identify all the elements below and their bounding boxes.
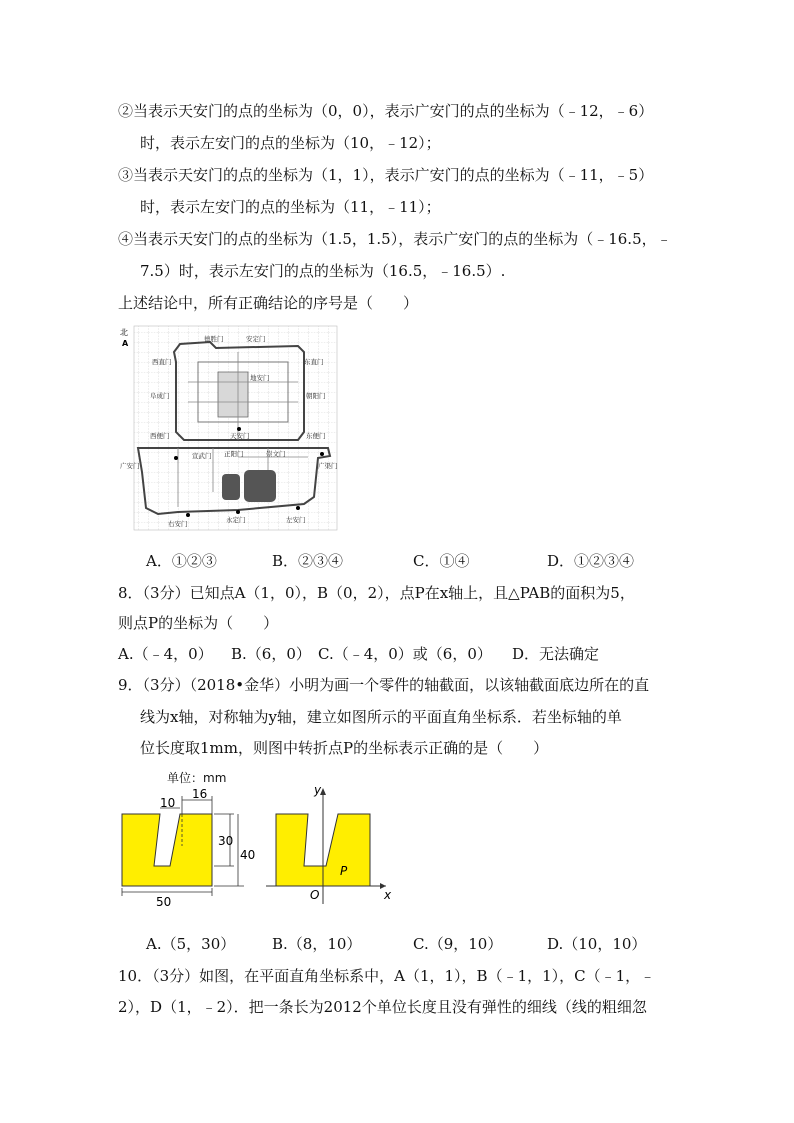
- question-9-line2: 线为x轴，对称轴为y轴，建立如图所示的平面直角坐标系．若坐标轴的单: [140, 708, 622, 726]
- dim-40: 40: [240, 848, 256, 862]
- north-label: 北: [120, 328, 128, 337]
- statement-4-line2: 7.5）时，表示左安门的点的坐标为（16.5，﹣16.5）.: [140, 262, 506, 280]
- beijing-map-figure: [118, 322, 340, 532]
- dim-30: 30: [218, 834, 234, 848]
- question-8-line1: 8．（3分）已知点A（1，0），B（0，2），点P在x轴上，且△PAB的面积为5，: [118, 584, 635, 602]
- origin-label: O: [310, 888, 320, 902]
- point-p-label: P: [340, 864, 348, 878]
- map-label-xizhimen: 西直门: [152, 358, 172, 366]
- map-label-chongwenmen: 崇文门: [266, 450, 286, 458]
- q9-option-c: C.（9，10）: [413, 935, 503, 953]
- statement-3-line2: 时，表示左安门的点的坐标为（11，﹣11）；: [140, 198, 441, 216]
- map-label-youanmen: 右安门: [168, 520, 188, 528]
- map-label-andingmen: 安定门: [246, 335, 266, 343]
- q7-option-b: B．②③④: [272, 552, 344, 570]
- q8-option-b: B.（6，0）: [231, 645, 311, 663]
- question-10-line1: 10．（3分）如图，在平面直角坐标系中，A（1，1），B（﹣1，1），C（﹣1，﹣: [118, 967, 656, 985]
- map-label-guanganmen: 广安门: [120, 462, 140, 470]
- question-9-line3: 位长度取1mm，则图中转折点P的坐标表示正确的是（ ）: [140, 739, 549, 757]
- statement-4-line1: ④当表示天安门的点的坐标为（1.5，1.5），表示广安门的点的坐标为（﹣16.5，﹣: [118, 230, 672, 248]
- map-label-zuoanmen: 左安门: [286, 516, 306, 524]
- map-label-chaoyangmen: 朝阳门: [306, 392, 326, 400]
- part-drawing-dimensions: [112, 786, 262, 910]
- question-7-prompt: 上述结论中，所有正确结论的序号是（ ）: [118, 294, 419, 312]
- q7-option-d: D．①②③④: [547, 552, 635, 570]
- question-10-line2: 2），D（1，﹣2）．把一条长为2012个单位长度且没有弹性的细线（线的粗细忽: [118, 998, 647, 1016]
- q9-option-b: B.（8，10）: [272, 935, 362, 953]
- dim-10: 10: [160, 796, 176, 810]
- question-8-line2: 则点P的坐标为（ ）: [118, 614, 279, 632]
- q9-option-a: A.（5，30）: [146, 935, 236, 953]
- map-label-dongzhimen: 东直门: [304, 358, 324, 366]
- q7-option-a: A．①②③: [146, 552, 217, 570]
- map-label-xuanwumen: 宣武门: [192, 452, 212, 460]
- map-label-guangqumen: 广渠门: [318, 462, 338, 470]
- statement-2-line1: ②当表示天安门的点的坐标为（0，0），表示广安门的点的坐标为（﹣12，﹣6）: [118, 102, 654, 120]
- unit-label: 单位：mm: [167, 771, 227, 785]
- map-label-yongdingmen: 永定门: [226, 516, 246, 524]
- dim-16: 16: [192, 787, 208, 801]
- part-drawing-coordinates: [262, 782, 402, 906]
- q8-option-a: A.（﹣4，0）: [118, 645, 213, 663]
- map-label-zhengyangmen: 正阳门: [224, 450, 244, 458]
- dim-50: 50: [156, 895, 172, 909]
- axis-x-label: x: [384, 888, 392, 902]
- map-label-deshengmen: 德胜门: [204, 335, 224, 343]
- q8-option-c: C.（﹣4，0）或（6，0）: [318, 645, 492, 663]
- statement-2-line2: 时，表示左安门的点的坐标为（10，﹣12）；: [140, 134, 441, 152]
- question-9-line1: 9．（3分）（2018•金华）小明为画一个零件的轴截面，以该轴截面底边所在的直: [118, 676, 650, 694]
- map-label-tiananmen: 天安门: [230, 432, 250, 440]
- map-label-xibianmen: 西便门: [150, 432, 170, 440]
- map-label-dongbianmen: 东便门: [306, 432, 326, 440]
- map-label-dianmen: 地安门: [250, 374, 270, 382]
- statement-3-line1: ③当表示天安门的点的坐标为（1，1），表示广安门的点的坐标为（﹣11，﹣5）: [118, 166, 654, 184]
- q8-option-d: D．无法确定: [512, 645, 600, 663]
- map-label-fuchengmen: 阜成门: [150, 392, 170, 400]
- q9-option-d: D.（10，10）: [547, 935, 647, 953]
- north-arrow-icon: A: [122, 339, 129, 348]
- q7-option-c: C．①④: [413, 552, 470, 570]
- axis-y-label: y: [314, 783, 322, 797]
